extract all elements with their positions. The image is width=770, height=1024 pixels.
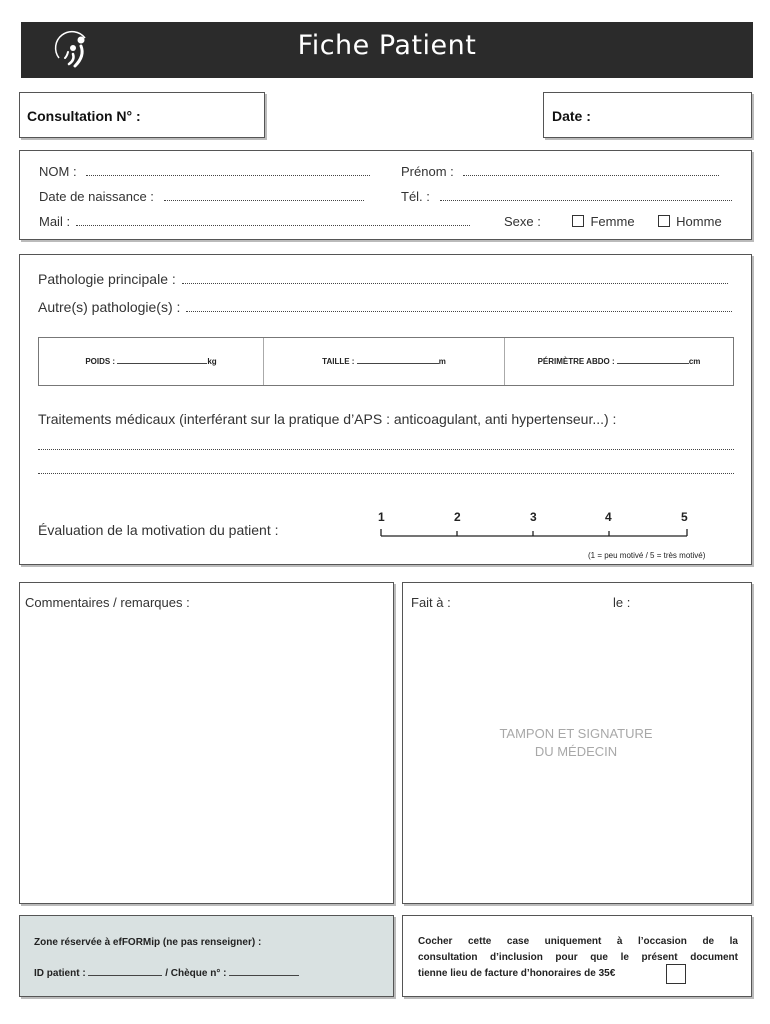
naissance-field[interactable] (164, 190, 364, 201)
pathologie-principale-field[interactable] (182, 273, 728, 284)
id-patient-field (88, 966, 162, 976)
femme-checkbox[interactable] (572, 215, 584, 227)
motivation-scale-line (378, 527, 694, 539)
sexe-row (504, 214, 722, 229)
nom-label: NOM : (39, 164, 77, 179)
taille-label: TAILLE : (322, 357, 355, 366)
tel-field[interactable] (440, 190, 732, 201)
taille-field[interactable] (357, 354, 439, 364)
poids-unit: kg (207, 357, 217, 366)
reserved-title: Zone réservée à efFORMip (ne pas renseigner) : (34, 937, 262, 948)
prenom-field[interactable] (463, 165, 719, 176)
pathologie-principale-row (38, 271, 728, 287)
motivation-label: Évaluation de la motivation du patient : (38, 522, 279, 538)
tel-label: Tél. : (401, 189, 430, 204)
identity-section (19, 150, 752, 240)
cheque-label: / Chèque n° : (165, 968, 227, 979)
naissance-label: Date de naissance : (39, 189, 154, 204)
poids-cell[interactable] (39, 338, 263, 385)
traitements-line-1[interactable] (38, 449, 734, 450)
scale-note: (1 = peu motivé / 5 = très motivé) (588, 551, 706, 560)
homme-checkbox[interactable] (658, 215, 670, 227)
invoice-checkbox[interactable] (666, 964, 686, 984)
poids-label: POIDS : (85, 357, 116, 366)
naissance-row (39, 189, 364, 204)
header-bar (21, 22, 753, 78)
scale-number[interactable]: 1 (378, 510, 385, 524)
stamp-line-2: DU MÉDECIN (534, 744, 618, 759)
invoice-text (418, 934, 738, 982)
invoice-line-3: tienne lieu de facture d’honoraires de 35€ (418, 968, 616, 979)
taille-unit: m (438, 357, 446, 366)
nom-field[interactable] (86, 165, 370, 176)
traitements-line-2[interactable] (38, 473, 734, 474)
le-label: le : (613, 595, 631, 610)
poids-field[interactable] (117, 354, 207, 364)
scale-number[interactable]: 5 (681, 510, 688, 524)
measurements-table (38, 337, 734, 386)
comments-label: Commentaires / remarques : (25, 595, 190, 610)
perimetre-unit: cm (688, 357, 701, 366)
mail-label: Mail : (39, 214, 71, 229)
cheque-field (229, 966, 299, 976)
mail-row (39, 214, 470, 229)
comments-box[interactable] (19, 582, 394, 904)
femme-label: Femme (590, 214, 635, 229)
homme-label: Homme (676, 214, 722, 229)
scale-number[interactable]: 3 (530, 510, 537, 524)
prenom-row (401, 164, 719, 179)
date-box[interactable] (543, 92, 752, 138)
invoice-box (402, 915, 752, 997)
taille-cell[interactable] (264, 338, 504, 385)
scale-number[interactable]: 2 (454, 510, 461, 524)
pathologie-principale-label: Pathologie principale : (38, 271, 176, 287)
date-label: Date : (552, 108, 591, 124)
perimetre-label: PÉRIMÈTRE ABDO : (537, 357, 615, 366)
consultation-box[interactable] (19, 92, 265, 138)
perimetre-cell[interactable] (505, 338, 733, 385)
perimetre-field[interactable] (617, 354, 689, 364)
invoice-line-1: Cocher cette case uniquement à l’occasion de la (418, 936, 738, 947)
mail-field[interactable] (76, 215, 470, 226)
reserved-ids-row (34, 966, 299, 979)
sexe-label: Sexe : (504, 214, 541, 229)
stamp-placeholder (402, 725, 750, 761)
stamp-line-1: TAMPON ET SIGNATURE (499, 726, 653, 741)
scale-number[interactable]: 4 (605, 510, 612, 524)
invoice-line-2: consultation d’inclusion pour que le présent document (418, 952, 738, 963)
reserved-zone (19, 915, 394, 997)
autres-pathologies-field[interactable] (186, 301, 732, 312)
prenom-label: Prénom : (401, 164, 454, 179)
fait-label: Fait à : (411, 595, 451, 610)
autres-pathologies-row (38, 299, 732, 315)
page-title: Fiche Patient (297, 30, 477, 61)
autres-pathologies-label: Autre(s) pathologie(s) : (38, 299, 181, 315)
consultation-label: Consultation N° : (27, 108, 141, 124)
traitements-label: Traitements médicaux (interférant sur la pratique d’APS : anticoagulant, anti hypertenseur...) : (38, 411, 617, 427)
id-patient-label: ID patient : (34, 968, 86, 979)
nom-row (39, 164, 370, 179)
tel-row (401, 189, 732, 204)
